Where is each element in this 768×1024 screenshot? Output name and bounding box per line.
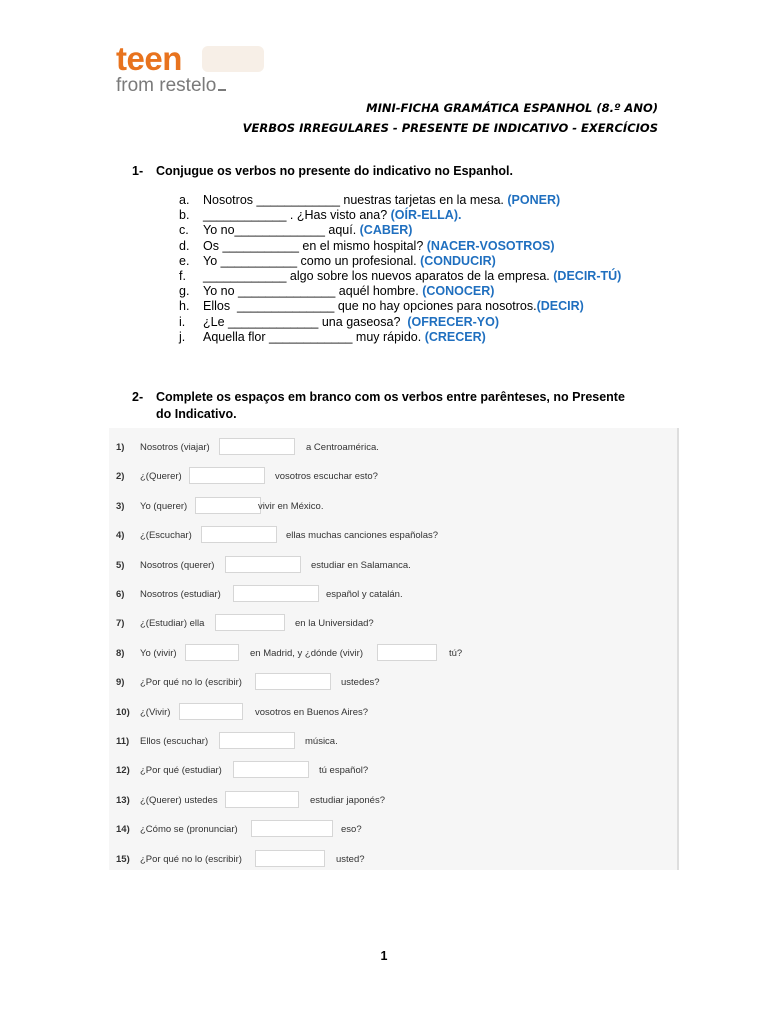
list-item-sentence: Yo ___________ como un profesional. [203,253,421,268]
list-item [179,299,621,314]
answer-field[interactable] [225,556,301,573]
exercise-row-prompt: Nosotros (querer) [140,559,215,571]
exercise-row-middle: en Madrid, y ¿dónde (vivir) [250,647,363,659]
answer-field[interactable] [195,497,261,514]
exercise-row-continuation: tú español? [319,765,369,777]
exercise-row [109,526,669,546]
exercise-row-continuation: música. [305,736,338,747]
question-2-text-line1: Complete os espaços em branco com os verbos entre parênteses, no Presente [156,390,625,404]
question-1-text: Conjugue os verbos no presente do indicativo no Espanhol. [156,164,513,178]
list-item-letter: j. [179,329,186,344]
exercise-row-number: 12) [116,765,130,777]
exercise-row-prompt: Nosotros (estudiar) [140,589,221,600]
list-item [179,330,621,345]
logo-brand: teen [116,40,182,77]
exercise-row-continuation: vivir en México. [258,500,324,512]
list-item-verb: (OÍR-ELLA). [390,208,462,223]
list-item-verb: (PONER) [507,193,561,207]
exercise-row-continuation: tú? [449,647,463,659]
document-subtitle: VERBOS IRREGULARES - PRESENTE DE INDICATIVO - EXERCÍCIOS [242,121,658,135]
list-item-sentence: Os ___________ en el mismo hospital? [203,238,427,253]
list-item-letter: e. [179,253,190,268]
answer-field[interactable] [251,820,333,837]
list-item-letter: g. [179,284,190,299]
list-item-sentence: Aquella flor ____________ muy rápido. [203,329,425,344]
exercise-row-number: 6) [116,589,125,600]
exercise-row-prompt: ¿Por qué no lo (escribir) [140,853,242,865]
exercise-row [109,614,669,634]
list-item-verb: (DECIR) [536,299,584,314]
exercise-row-continuation: estudiar japonés? [310,794,385,806]
exercise-row-continuation: vosotros en Buenos Aires? [255,706,369,718]
exercise-row-number: 13) [116,794,130,806]
question-2-number: 2- [132,390,144,404]
exercise-row-number: 1) [116,442,125,453]
exercise-row-prompt: ¿Por qué no lo (escribir) [140,677,242,689]
exercise-row-continuation: en la Universidad? [295,618,374,630]
page-number: 1 [380,949,388,963]
question-1-title [132,163,513,180]
exercise-row-prompt: ¿(Estudiar) ella [140,618,205,630]
logo-background-shape [202,46,264,72]
logo-subtitle-text: from restelo [116,75,217,96]
exercise-row-number: 9) [116,677,125,689]
exercise-row [109,791,669,811]
list-item-verb: (NACER-VOSOTROS) [426,238,555,253]
exercise-row-continuation: eso? [341,824,362,836]
answer-field[interactable] [233,761,309,778]
exercise-row [109,497,669,517]
exercise-row-number: 15) [116,853,130,865]
answer-field[interactable] [189,467,265,484]
list-item-sentence: Ellos ______________ que no hay opciones para nosotros. [203,299,537,314]
exercise-row-prompt: Yo (vivir) [140,647,177,659]
list-item-verb: (OFRECER-YO) [407,314,500,329]
answer-field[interactable] [185,644,239,661]
exercise-row-continuation: ellas muchas canciones españolas? [286,530,439,542]
exercise-row-continuation: a Centroamérica. [306,442,379,453]
exercise-row-number: 3) [116,500,125,512]
logo [116,40,226,97]
answer-field[interactable] [233,585,319,602]
list-item-verb: (CRECER) [424,329,486,344]
exercise-row-continuation: español y catalán. [326,589,403,600]
logo-underscore-mark [218,89,226,91]
exercise-row-number: 11) [116,736,130,747]
list-item [179,223,621,238]
question-1-items [179,193,621,345]
list-item [179,208,621,223]
exercise-row-prompt: Nosotros (viajar) [140,442,210,453]
list-item-sentence: Yo no ______________ aquél hombre. [203,284,423,299]
exercise-row-prompt: ¿(Querer) [140,471,182,483]
document-title: MINI-FICHA GRAMÁTICA ESPANHOL (8.º ANO) [366,101,658,115]
exercise-row-number: 14) [116,824,130,836]
exercise-row-continuation: vosotros escuchar esto? [275,471,378,483]
list-item-letter: c. [179,223,189,238]
exercise-row [109,732,669,752]
list-item-letter: f. [179,268,186,283]
exercise-row-prompt: ¿(Escuchar) [140,530,192,542]
question-2-title [132,389,652,423]
list-item-letter: h. [179,299,190,314]
answer-field[interactable] [225,791,299,808]
list-item-letter: a. [179,193,190,207]
list-item-sentence: ¿Le _____________ una gaseosa? [203,314,408,329]
list-item-sentence: Yo no_____________ aquí. [203,223,360,238]
list-item [179,254,621,269]
exercise-row-continuation: ustedes? [341,677,380,689]
list-item-verb: (DECIR-TÚ) [553,268,622,283]
exercise-row [109,820,669,840]
list-item [179,239,621,254]
exercise-panel [109,428,679,870]
exercise-row [109,585,669,605]
exercise-row-continuation: usted? [336,853,365,865]
exercise-row-number: 2) [116,471,125,483]
exercise-row [109,438,669,458]
exercise-row [109,644,669,664]
exercise-row-prompt: ¿Cómo se (pronunciar) [140,824,238,836]
answer-field[interactable] [219,732,295,749]
list-item-verb: (CABER) [359,223,413,238]
exercise-row [109,467,669,487]
answer-field[interactable] [219,438,295,455]
exercise-row-prompt: ¿(Vivir) [140,706,171,718]
exercise-row-prompt: ¿(Querer) ustedes [140,794,218,806]
answer-field[interactable] [201,526,277,543]
list-item [179,193,621,208]
exercise-row [109,673,669,693]
exercise-row-prompt: Ellos (escuchar) [140,736,209,747]
exercise-row-number: 7) [116,618,125,630]
exercise-row [109,761,669,781]
exercise-row-number: 8) [116,647,125,659]
exercise-row-number: 5) [116,559,125,571]
list-item [179,284,621,299]
exercise-row [109,556,669,576]
answer-field[interactable] [179,703,243,720]
answer-field[interactable] [255,850,325,867]
exercise-row-number: 4) [116,530,125,542]
exercise-row-prompt: ¿Por qué (estudiar) [140,765,222,777]
list-item-verb: (CONDUCIR) [420,253,496,268]
answer-field[interactable] [377,644,437,661]
list-item-letter: i. [179,314,186,329]
logo-subtitle [116,75,226,97]
answer-field[interactable] [255,673,331,690]
exercise-row-prompt: Yo (querer) [140,500,188,512]
exercise-row [109,850,669,870]
list-item-sentence: ____________ algo sobre los nuevos aparatos de la empresa. [203,268,554,283]
exercise-row-continuation: estudiar en Salamanca. [311,559,411,571]
list-item-sentence: Nosotros ____________ nuestras tarjetas en la mesa. [203,193,508,207]
exercise-row [109,703,669,723]
answer-field[interactable] [215,614,285,631]
list-item-letter: d. [179,238,190,253]
list-item-verb: (CONOCER) [422,284,495,299]
question-2-text-line2: do Indicativo. [156,407,237,421]
list-item-letter: b. [179,208,190,223]
exercise-row-number: 10) [116,706,130,718]
list-item-sentence: ____________ . ¿Has visto ana? [203,208,391,223]
question-1-number: 1- [132,164,144,178]
list-item [179,269,621,284]
list-item [179,315,621,330]
